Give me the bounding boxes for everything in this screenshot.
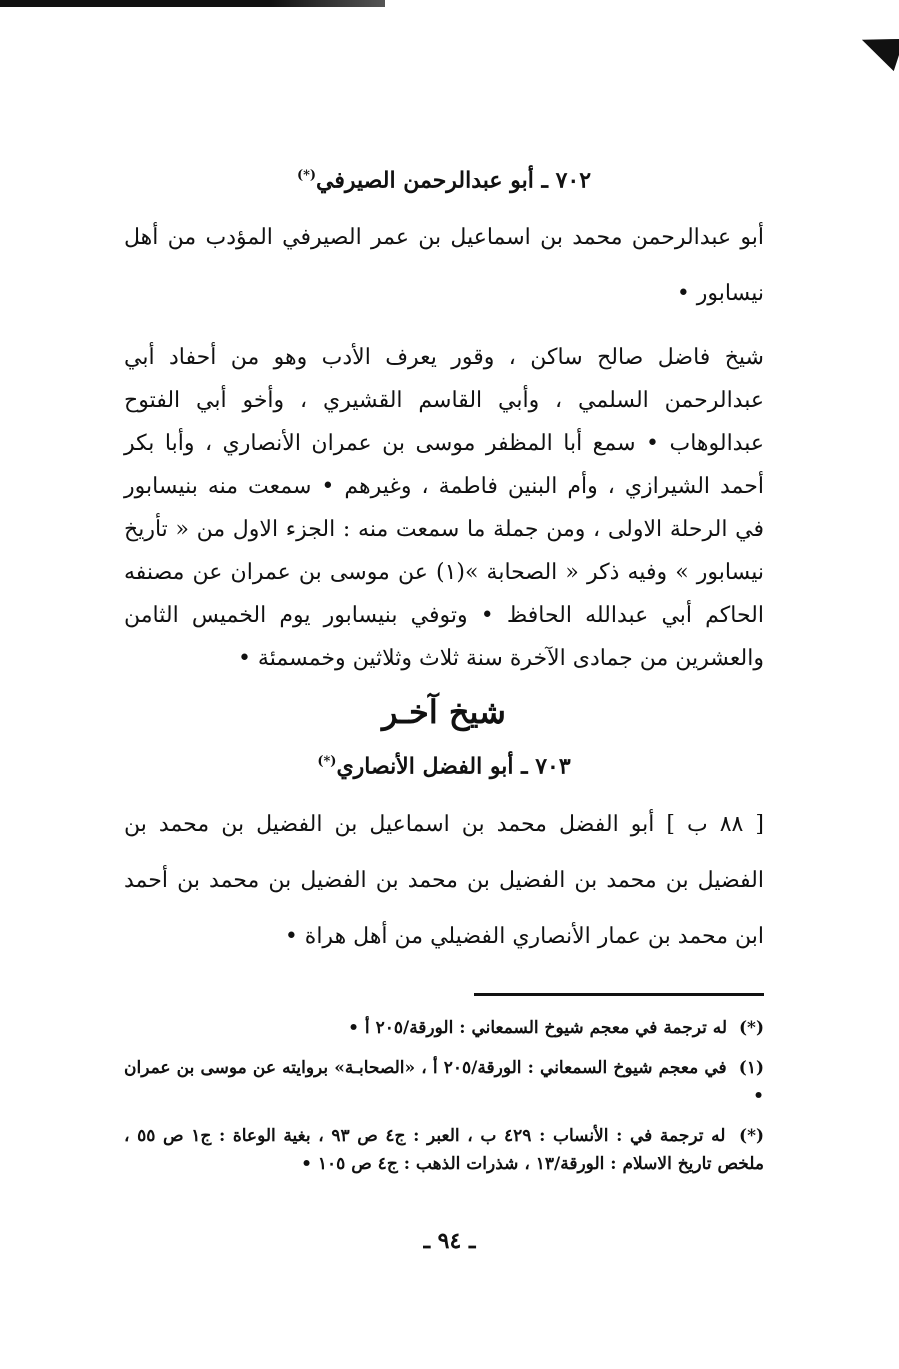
footnote-1-mark: (*) xyxy=(739,1017,764,1038)
entry-703-paragraph-1: [ ٨٨ ب ] أبو الفضل محمد بن اسماعيل بن الفضيل بن محمد بن الفضيل بن محمد بن الفضيل بن محمد بن الفضيل بن محمد بن أحمد ابن محمد بن عمار الأنصاري الفضيلي من أهل هراة • xyxy=(124,811,764,949)
page-content xyxy=(124,160,764,1190)
entry-703-title: ٧٠٣ ـ أبو الفضل الأنصاري xyxy=(336,753,571,780)
paragraph-gap xyxy=(124,322,764,336)
page-number: ـ ٩٤ ـ xyxy=(423,1228,476,1254)
footnote-1 xyxy=(124,1014,764,1042)
entry-702-paragraph-1: أبو عبدالرحمن محمد بن اسماعيل بن عمر الصيرفي المؤدب من أهل نيسابور • xyxy=(124,225,764,307)
section-title: شيخ آخـر xyxy=(382,693,506,732)
entry-703-footnote-mark: (*) xyxy=(317,754,337,770)
footnote-2-mark: (١) xyxy=(738,1057,764,1078)
top-edge-rule xyxy=(0,0,385,7)
footnote-3 xyxy=(124,1122,764,1178)
footnote-3-mark: (*) xyxy=(739,1125,765,1146)
entry-702-title: ٧٠٢ ـ أبو عبدالرحمن الصيرفي xyxy=(316,167,592,194)
footnote-separator xyxy=(474,993,764,996)
entry-702-paragraph-2: شيخ فاضل صالح ساكن ، وقور يعرف الأدب وهو من أحفاد أبي عبدالرحمن السلمي ، وأبي القاسم القشيري ، وأخو أبي الفتوح عبدالوهاب • سمع أبا المظفر موسى بن عمران الأنصاري ، وأبا بكر أحمد الشيرازي ، وأم البنين فاطمة ، وغيرهم • سمعت منه بنيسابور في الرحلة الاولى ، ومن جملة ما سمعت منه : الجزء الاول من « تأريخ نيسابور » وفيه ذكر « الصحابة »(١) عن موسى بن عمران عن مصنفه الحاكم أبي عبدالله الحافظ • وتوفي بنيسابور يوم الخميس الثامن والعشرين من جمادى الآخرة سنة ثلاث وثلاثين وخمسمئة • xyxy=(124,345,765,672)
entry-702-footnote-mark: (*) xyxy=(296,168,317,183)
footnote-2 xyxy=(124,1054,764,1110)
footnote-3-text: له ترجمة في : الأنساب : ٤٢٩ ب ، العبر : ج٤ ص ٩٣ ، بغية الوعاة : ج١ ص ٥٥ ، ملخص تاريخ الاسلام : الورقة/١٣ ، شذرات الذهب : ج٤ ص ١٠٥ • xyxy=(124,1125,764,1174)
entry-702-heading xyxy=(124,160,764,196)
footnote-2-text: في معجم شيوخ السمعاني : الورقة/٢٠٥ أ ، «الصحابـة» بروايته عن موسى بن عمران • xyxy=(124,1057,764,1106)
footnote-1-text: له ترجمة في معجم شيوخ السمعاني : الورقة/٢٠٥ أ • xyxy=(348,1017,728,1038)
entry-703-heading xyxy=(124,746,764,782)
corner-triangle-mark xyxy=(856,26,899,71)
